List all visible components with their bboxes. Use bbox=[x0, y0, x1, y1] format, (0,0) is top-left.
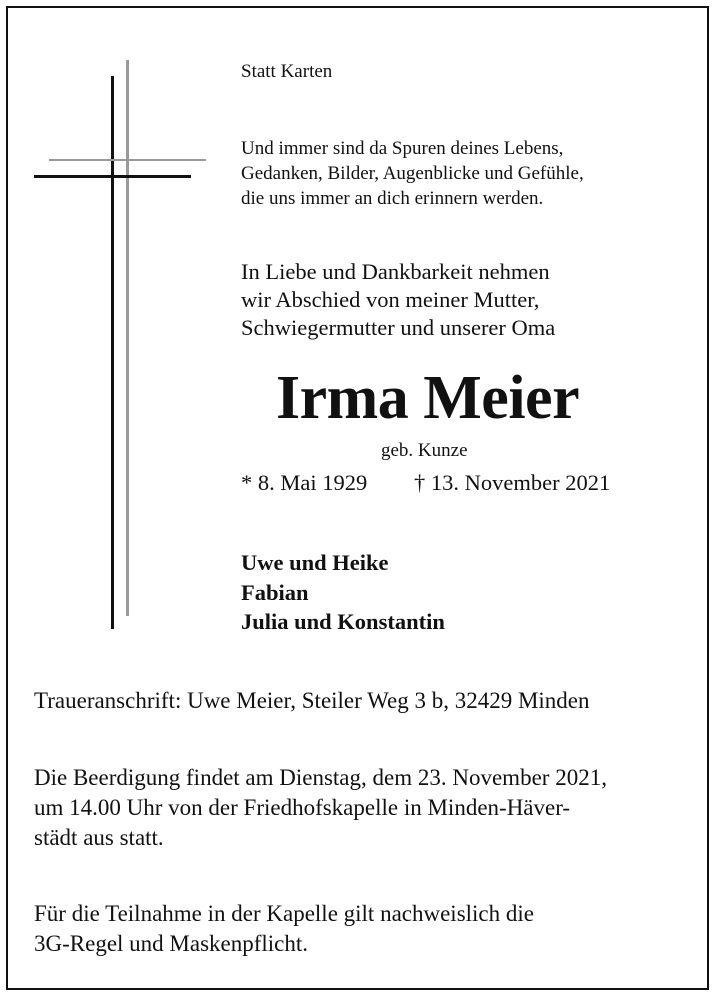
mourner-2: Fabian bbox=[241, 580, 309, 605]
statt-karten-label: Statt Karten bbox=[241, 61, 333, 82]
funeral-line-3: städt aus statt. bbox=[34, 825, 164, 850]
mourning-address: Traueranschrift: Uwe Meier, Steiler Weg 3 b, 32429 Minden bbox=[34, 688, 590, 713]
intro-line-2: wir Abschied von meiner Mutter, bbox=[241, 287, 540, 312]
intro-line-1: In Liebe und Dankbarkeit nehmen bbox=[241, 259, 550, 284]
poem-line-1: Und immer sind da Spuren deines Lebens, bbox=[241, 138, 564, 159]
notice-line-1: Für die Teilnahme in der Kapelle gilt nachweislich die bbox=[34, 901, 534, 926]
deceased-name: Irma Meier bbox=[276, 364, 580, 432]
birth-date: * 8. Mai 1929 bbox=[241, 470, 368, 495]
funeral-line-2: um 14.00 Uhr von der Friedhofskapelle in Minden-Häver- bbox=[34, 795, 571, 820]
mourner-3: Julia und Konstantin bbox=[241, 609, 445, 634]
notice-line-2: 3G-Regel und Maskenpflicht. bbox=[34, 931, 309, 956]
funeral-line-1: Die Beerdigung findet am Dienstag, dem 23. November 2021, bbox=[34, 765, 607, 790]
maiden-name: geb. Kunze bbox=[381, 440, 468, 461]
mourner-1: Uwe und Heike bbox=[241, 550, 389, 575]
intro-line-3: Schwiegermutter und unserer Oma bbox=[241, 315, 556, 340]
death-date: † 13. November 2021 bbox=[414, 470, 611, 495]
poem-line-3: die uns immer an dich erinnern werden. bbox=[241, 188, 544, 209]
poem-line-2: Gedanken, Bilder, Augenblicke und Gefühle, bbox=[241, 163, 584, 184]
